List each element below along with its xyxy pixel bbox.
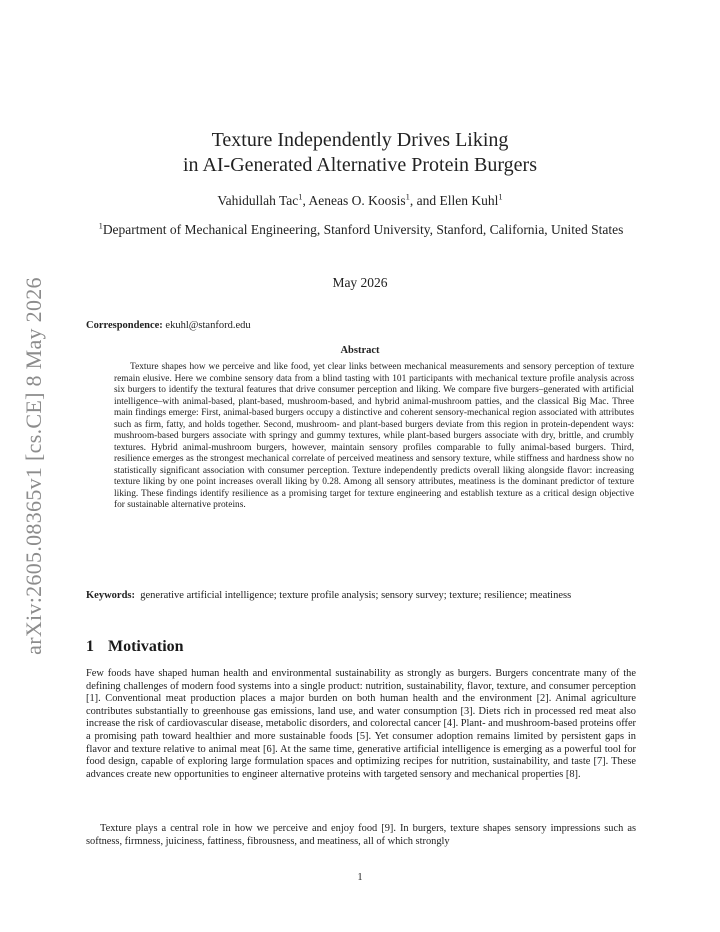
author-affiliation-marker: 1 bbox=[298, 191, 303, 202]
section-title: Motivation bbox=[108, 638, 184, 655]
affiliation bbox=[86, 221, 636, 238]
author-name: Ellen Kuhl bbox=[439, 193, 499, 208]
title-line-2: in AI-Generated Alternative Protein Burgers bbox=[183, 154, 537, 176]
affiliation-marker: 1 bbox=[98, 220, 103, 231]
author-separator: , bbox=[302, 193, 309, 208]
section-number: 1 bbox=[86, 638, 94, 655]
affiliation-text: Department of Mechanical Engineering, Stanford University, Stanford, California, United States bbox=[102, 222, 624, 237]
correspondence bbox=[86, 320, 251, 331]
section-heading bbox=[86, 638, 184, 656]
abstract-text: Texture shapes how we perceive and like food, yet clear links between mechanical measurements and sensory perception of texture remain elusive. Here we combine sensory data from a blind tasting with 101 participants with mechanical texture profile analysis across six burgers to identify the textural features that drive consumer perception and liking. We compare five burgers–generated with artificial intelligence–with animal-based, plant-based, mushroom-based, and hybrid animal-mushroom patties, and the classical Big Mac. Three main findings emerge: First, animal-based burgers occupy a distinctive and coherent sensory-mechanical region associated with attributes such as firm, fatty, and holds together. Second, mushroom- and plant-based burgers deviate from this region in protein-dependent ways: mushroom-based burgers associate with springy and gummy textures, while plant-based burgers associate with dry, brittle, and crumbly textures. Hybrid animal-mushroom burgers, however, maintain sensory profiles comparable to fully animal-based burgers. Third, resilience emerges as the strongest mechanical correlate of perceived meatiness and sensory texture, while stiffness and hardness show no statistically significant association with consumer perception. Texture independently predicts overall liking alongside flavor: increasing texture liking by one point increases overall liking by 0.28. Among all sensory attributes, meatiness is the dominant predictor of texture liking. These findings identify resilience as a promising target for texture engineering and establish texture as a critical design objective for sustainable alternative proteins. bbox=[114, 362, 634, 510]
paper-title bbox=[0, 128, 720, 178]
page-number: 1 bbox=[357, 872, 363, 883]
correspondence-label: Correspondence: bbox=[86, 320, 163, 331]
body-paragraph: Texture plays a central role in how we perceive and enjoy food [9]. In burgers, texture shapes sensory impressions such as softness, firmness, juiciness, fattiness, fibrousness, and meatiness, all of which strongly bbox=[86, 823, 636, 847]
arxiv-identifier-stamp: arXiv:2605.08365v1 [cs.CE] 8 May 2026 bbox=[21, 277, 46, 655]
keywords-text: generative artificial intelligence; texture profile analysis; sensory survey; texture; resilience; meatiness bbox=[140, 590, 572, 601]
keywords-label: Keywords: bbox=[86, 590, 135, 601]
author-affiliation-marker: 1 bbox=[498, 191, 503, 202]
paper-date: May 2026 bbox=[332, 275, 388, 290]
correspondence-email: ekuhl@stanford.edu bbox=[165, 320, 251, 331]
keywords bbox=[86, 590, 636, 603]
title-line-1: Texture Independently Drives Liking bbox=[211, 129, 509, 151]
author-name: Aeneas O. Koosis bbox=[308, 193, 406, 208]
author-list bbox=[0, 193, 720, 209]
author-separator: , and bbox=[409, 193, 440, 208]
abstract-heading: Abstract bbox=[340, 345, 380, 356]
author-name: Vahidullah Tac bbox=[217, 193, 299, 208]
author-affiliation-marker: 1 bbox=[405, 191, 410, 202]
body-paragraph: Few foods have shaped human health and environmental sustainability as strongly as burgers. Burgers concentrate many of the defining challenges of modern food systems into a single product: nutrition, sustainability, flavor, texture, and consumer perception [1]. Conventional meat production places a major burden on both human health and the environment [2]. Animal agriculture contributes substantially to greenhouse gas emissions, land use, and water consumption [3]. Diets rich in processed red meat also increase the risk of cardiovascular disease, metabolic disorders, and colorectal cancer [4]. Plant- and mushroom-based proteins offer a promising path toward healthier and more sustainable foods [5]. Yet consumer adoption remains limited by persistent gaps in flavor and texture relative to animal meat [6]. At the same time, generative artificial intelligence is emerging as a powerful tool for food design, capable of exploring large formulation spaces and optimizing recipes for nutrition, sustainability, and taste [7]. These advances create new opportunities to engineer alternative proteins with targeted sensory and mechanical properties [8]. bbox=[86, 668, 637, 780]
